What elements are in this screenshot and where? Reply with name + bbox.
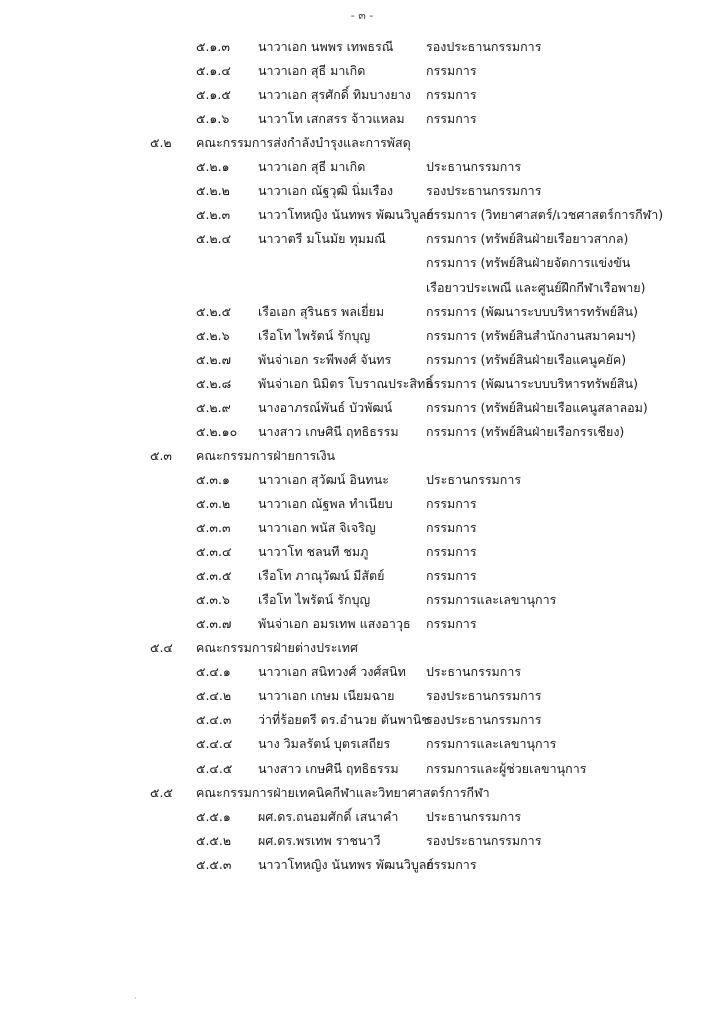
member-row bbox=[0, 685, 724, 707]
member-row bbox=[0, 613, 724, 635]
item-number: ๕.๕.๑ bbox=[196, 808, 231, 824]
item-number: ๕.๒.๖ bbox=[196, 327, 230, 343]
item-number: ๕.๒.๒ bbox=[196, 183, 230, 199]
member-role: กรรมการ bbox=[426, 63, 477, 79]
member-name: นาวาเอก สนิทวงศ์ วงศ์สนิท bbox=[258, 664, 406, 680]
member-row bbox=[0, 60, 724, 82]
item-number: ๕.๕.๒ bbox=[196, 832, 232, 848]
page-number: - ๓ - bbox=[350, 9, 374, 22]
item-number: ๕.๓.๔ bbox=[196, 544, 232, 560]
member-name: นาวาโท เสกสรร จ้าวแหลม bbox=[258, 111, 405, 127]
section-heading bbox=[0, 782, 724, 804]
member-role: ประธานกรรมการ bbox=[426, 471, 522, 487]
member-name: เรือเอก สุรินธร พลเยี่ยม bbox=[258, 303, 385, 319]
member-row bbox=[0, 301, 724, 323]
member-role: กรรมการและเลขานุการ bbox=[426, 592, 557, 608]
member-name: พันจ่าเอก นิมิตร โบราณประสิทธิ์ bbox=[258, 375, 433, 391]
member-role: กรรมการ bbox=[426, 568, 477, 584]
item-number: ๕.๒.๕ bbox=[196, 303, 232, 319]
member-name: นาวาเอก นพพร เทพธรณี bbox=[258, 39, 394, 54]
member-role: กรรมการ (ทรัพย์สินฝ่ายเรือยาวสากล) bbox=[426, 231, 629, 247]
member-name: นาวาเอก เกษม เนียมฉาย bbox=[258, 688, 395, 704]
member-row bbox=[0, 493, 724, 515]
item-number: ๕.๓.๑ bbox=[196, 471, 230, 487]
section-number: ๕.๒ bbox=[150, 135, 172, 151]
section-heading bbox=[0, 637, 724, 659]
member-row bbox=[0, 349, 724, 371]
item-number: ๕.๔.๕ bbox=[196, 760, 233, 776]
section-title: คณะกรรมการฝ่ายเทคนิคกีฬาและวิทยาศาสตร์การกีฬา bbox=[196, 784, 490, 800]
member-name: นาวาโทหญิง นันทพร พัฒนวิบูลย์ bbox=[258, 856, 434, 872]
member-row bbox=[0, 469, 724, 491]
member-name: เรือโท ภาณุวัฒน์ มีสัตย์ bbox=[258, 568, 385, 584]
member-name: นางอาภรณ์พันธ์ บัวพัฒน์ bbox=[258, 399, 393, 415]
member-row bbox=[0, 589, 724, 611]
member-name: นาวาเอก สุธี มาเกิด bbox=[258, 159, 366, 175]
section-number: ๕.๔ bbox=[150, 640, 173, 656]
member-name: นาวาโทหญิง นันทพร พัฒนวิบูลย์ bbox=[258, 207, 434, 223]
item-number: ๕.๓.๒ bbox=[196, 495, 231, 511]
member-name: นาวาเอก สุรศักดิ์ ทิมบางยาง bbox=[258, 87, 411, 103]
section-title: คณะกรรมการฝ่ายต่างประเทศ bbox=[196, 640, 358, 656]
member-name: นาง วิมลรัตน์ บุตรเสถียร bbox=[258, 736, 391, 752]
item-number: ๕.๓.๓ bbox=[196, 520, 231, 535]
item-number: ๕.๒.๓ bbox=[196, 207, 231, 223]
member-row bbox=[0, 325, 724, 347]
member-role: กรรมการ (พัฒนาระบบบริหารทรัพย์สิน) bbox=[426, 303, 638, 319]
member-row bbox=[0, 421, 724, 443]
member-row bbox=[0, 228, 724, 250]
member-row bbox=[0, 709, 724, 731]
member-role: รองประธานกรรมการ bbox=[426, 688, 542, 704]
member-row bbox=[0, 397, 724, 419]
member-row bbox=[0, 565, 724, 587]
item-number: ๕.๑.๖ bbox=[196, 111, 230, 127]
item-number: ๕.๑.๔ bbox=[196, 63, 231, 79]
member-role: กรรมการ (วิทยาศาสตร์/เวชศาสตร์การกีฬา) bbox=[426, 207, 664, 223]
section-title: คณะกรรมการส่งกำลังบำรุงและการพัสดุ bbox=[196, 135, 411, 151]
item-number: ๕.๕.๓ bbox=[196, 856, 232, 872]
member-role: รองประธานกรรมการ bbox=[426, 712, 542, 728]
member-row bbox=[0, 108, 724, 130]
member-role: กรรมการ (ทรัพย์สินฝ่ายเรือแคนูสลาลอม) bbox=[426, 399, 648, 415]
member-role: รองประธานกรรมการ bbox=[426, 39, 542, 54]
member-row bbox=[0, 661, 724, 683]
member-role: กรรมการและเลขานุการ bbox=[426, 736, 557, 752]
member-row bbox=[0, 733, 724, 755]
member-role: กรรมการ bbox=[426, 495, 477, 511]
member-role: ประธานกรรมการ bbox=[426, 664, 522, 680]
member-role: กรรมการ bbox=[426, 616, 477, 632]
member-role: ประธานกรรมการ bbox=[426, 808, 522, 824]
member-name: นาวาเอก ณัฐพล ทำเนียบ bbox=[258, 495, 393, 511]
member-role: กรรมการ (ทรัพย์สินฝ่ายเรือแคนูคยัค) bbox=[426, 351, 627, 367]
member-row bbox=[0, 373, 724, 395]
item-number: ๕.๒.๑ bbox=[196, 159, 230, 175]
member-name: พันจ่าเอก ระพีพงศ์ จันทร bbox=[258, 351, 392, 367]
member-role: เรือยาวประเพณี และศูนย์ฝึกกีฬาเรือพาย) bbox=[426, 279, 646, 295]
item-number: ๕.๔.๒ bbox=[196, 688, 232, 704]
member-row bbox=[0, 806, 724, 828]
member-role: กรรมการ (ทรัพย์สินฝ่ายเรือกรรเชียง) bbox=[426, 423, 625, 439]
member-row bbox=[0, 204, 724, 226]
member-row bbox=[0, 252, 724, 274]
member-row bbox=[0, 156, 724, 178]
item-number: ๕.๒.๙ bbox=[196, 399, 231, 415]
member-name: ผศ.ดร.พรเทพ ราชนาวี bbox=[258, 832, 381, 848]
member-role: กรรมการ bbox=[426, 87, 477, 103]
member-name: ผศ.ดร.ถนอมศักดิ์ เสนาคำ bbox=[258, 808, 399, 824]
member-row bbox=[0, 541, 724, 563]
member-name: นางสาว เกษศินี ฤทธิธรรม bbox=[258, 423, 399, 439]
member-row bbox=[0, 830, 724, 852]
member-name: เรือโท ไพรัตน์ รักบุญ bbox=[258, 592, 371, 608]
item-number: ๕.๒.๔ bbox=[196, 231, 232, 247]
member-role: กรรมการ bbox=[426, 544, 477, 560]
member-name: นาวาเอก ณัฐวุฒิ นิ่มเรือง bbox=[258, 183, 394, 199]
member-row bbox=[0, 36, 724, 58]
item-number: ๕.๔.๑ bbox=[196, 664, 231, 680]
member-name: พันจ่าเอก อมรเทพ แสงอาวุธ bbox=[258, 616, 411, 632]
item-number: ๕.๓.๖ bbox=[196, 592, 230, 608]
section-title: คณะกรรมการฝ่ายการเงิน bbox=[196, 447, 336, 463]
member-role: กรรมการและผู้ช่วยเลขานุการ bbox=[426, 760, 587, 776]
member-role: กรรมการ bbox=[426, 856, 477, 872]
item-number: ๕.๔.๔ bbox=[196, 736, 233, 752]
member-name: นางสาว เกษศินี ฤทธิธรรม bbox=[258, 760, 399, 776]
member-role: รองประธานกรรมการ bbox=[426, 832, 542, 848]
item-number: ๕.๒.๘ bbox=[196, 375, 232, 391]
member-row bbox=[0, 277, 724, 299]
item-number: ๕.๓.๗ bbox=[196, 616, 232, 632]
member-row bbox=[0, 84, 724, 106]
member-name: เรือโท ไพรัตน์ รักบุญ bbox=[258, 327, 371, 343]
member-role: รองประธานกรรมการ bbox=[426, 183, 542, 199]
member-name: ว่าที่ร้อยตรี ดร.อำนวย ตันพานิช bbox=[258, 712, 430, 728]
item-number: ๕.๔.๓ bbox=[196, 712, 232, 728]
item-number: ๕.๒.๑๐ bbox=[196, 423, 238, 439]
section-number: ๕.๕ bbox=[150, 784, 173, 800]
member-name: นาวาเอก สุธี มาเกิด bbox=[258, 63, 366, 79]
member-role: ประธานกรรมการ bbox=[426, 159, 522, 175]
member-role: กรรมการ (ทรัพย์สินฝ่ายจัดการแข่งขัน bbox=[426, 255, 631, 271]
member-name: นาวาโท ชลนที ชมภู bbox=[258, 544, 369, 560]
item-number: ๕.๓.๕ bbox=[196, 568, 232, 584]
item-number: ๕.๑.๕ bbox=[196, 87, 231, 103]
scan-speck: · bbox=[134, 994, 137, 1003]
section-heading bbox=[0, 445, 724, 467]
member-role: กรรมการ (พัฒนาระบบบริหารทรัพย์สิน) bbox=[426, 375, 638, 391]
member-row bbox=[0, 854, 724, 876]
item-number: ๕.๒.๗ bbox=[196, 351, 232, 367]
member-name: นาวาเอก สุวัฒน์ อินทนะ bbox=[258, 471, 389, 487]
section-number: ๕.๓ bbox=[150, 447, 172, 463]
member-row bbox=[0, 180, 724, 202]
member-role: กรรมการ bbox=[426, 111, 477, 127]
member-row bbox=[0, 758, 724, 780]
member-role: กรรมการ bbox=[426, 520, 477, 535]
member-name: นาวาเอก พนัส จิเจริญ bbox=[258, 520, 376, 535]
item-number: ๕.๑.๓ bbox=[196, 39, 230, 54]
member-role: กรรมการ (ทรัพย์สินสำนักงานสมาคมฯ) bbox=[426, 327, 636, 343]
section-heading bbox=[0, 132, 724, 154]
member-name: นาวาตรี มโนมัย ทุมมณี bbox=[258, 231, 386, 247]
member-row bbox=[0, 517, 724, 539]
